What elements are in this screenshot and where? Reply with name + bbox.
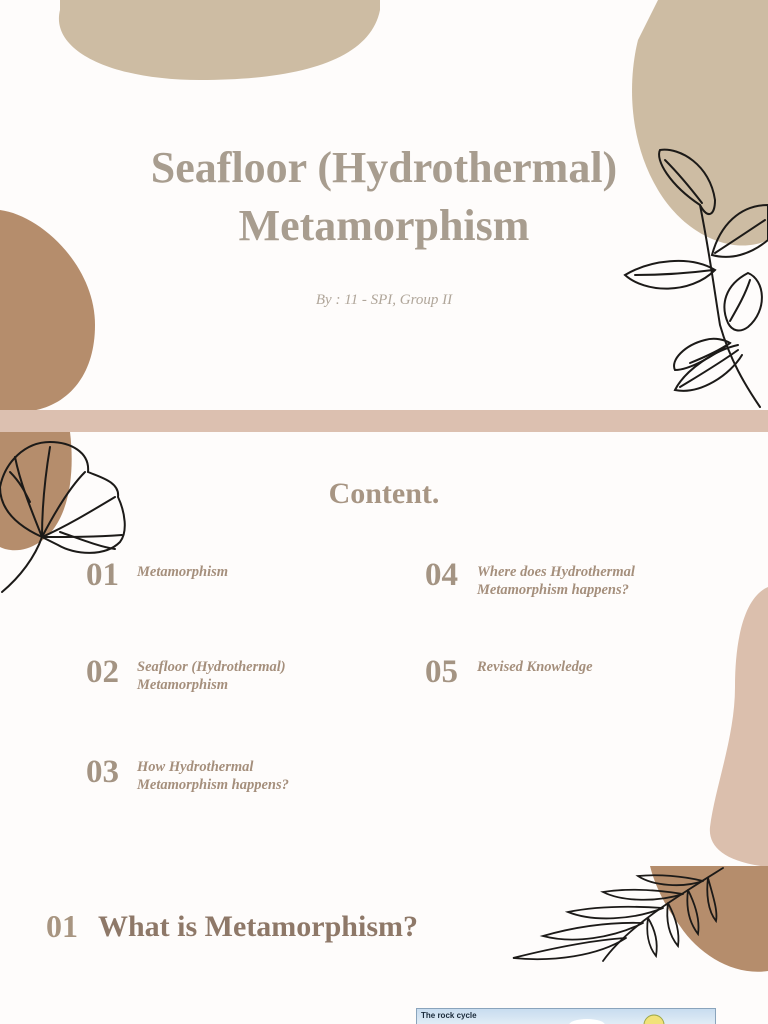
fern-leaf-icon	[508, 866, 728, 966]
section-slide	[0, 866, 768, 1024]
rock-cycle-diagram	[416, 1008, 716, 1024]
item-text-03-line1: How Hydrothermal	[137, 759, 254, 775]
item-text-04-line1: Where does Hydrothermal	[477, 564, 635, 580]
sun-icon	[639, 1011, 669, 1024]
slide-separator	[0, 410, 768, 432]
item-text-01	[137, 563, 347, 581]
item-text-02-line1: Seafloor (Hydrothermal)	[137, 659, 286, 675]
item-number-04: 04	[425, 557, 458, 593]
title-slide	[0, 0, 768, 410]
section-title: What is Metamorphism?	[98, 910, 418, 943]
item-text-05	[477, 658, 687, 676]
item-text-02-line2: Metamorphism	[137, 677, 229, 693]
section-number: 01	[46, 908, 78, 944]
item-number-05: 05	[425, 654, 458, 690]
right-blob	[705, 587, 768, 866]
cloud-icon	[567, 1013, 607, 1024]
item-text-04	[477, 563, 687, 599]
item-number-03: 03	[86, 754, 119, 790]
item-text-01-label: Metamorphism	[137, 564, 229, 580]
title-line-1: Seafloor (Hydrothermal)	[150, 143, 618, 192]
content-slide	[0, 432, 768, 866]
item-text-02	[137, 658, 347, 694]
top-blob	[50, 0, 390, 90]
rock-cycle-label: The rock cycle	[421, 1011, 477, 1020]
item-text-03-line2: Metamorphism happens?	[137, 777, 289, 793]
item-text-03	[137, 758, 347, 794]
item-number-01: 01	[86, 557, 119, 593]
item-text-04-line2: Metamorphism happens?	[477, 582, 629, 598]
content-heading: Content.	[328, 477, 440, 510]
item-number-02: 02	[86, 654, 119, 690]
title-line-2: Metamorphism	[238, 201, 530, 250]
subtitle: By : 11 - SPI, Group II	[315, 292, 453, 308]
item-text-05-label: Revised Knowledge	[477, 659, 593, 675]
